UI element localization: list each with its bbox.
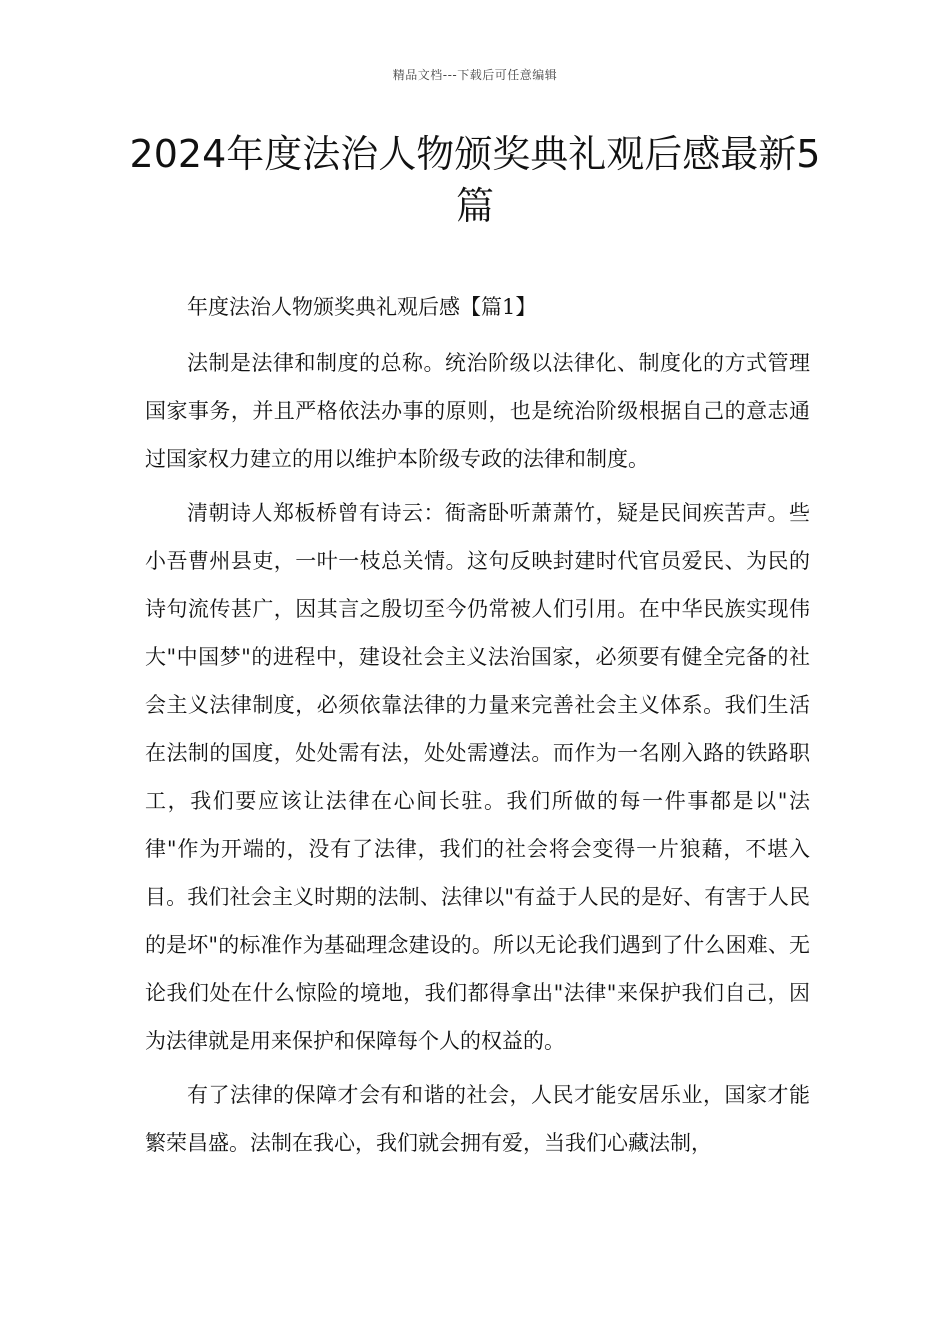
paragraph-3: 有了法律的保障才会有和谐的社会，人民才能安居乐业，国家才能繁荣昌盛。法制在我心，我们就会拥有爱，当我们心藏法制， [145, 1083, 810, 1155]
document-title: 2024年度法治人物颁奖典礼观后感最新5篇 [129, 132, 821, 228]
header-note: 精品文档---下载后可任意编辑 [392, 68, 558, 82]
section-heading: 年度法治人物颁奖典礼观后感【篇1】 [187, 295, 537, 319]
paragraph-1: 法制是法律和制度的总称。统治阶级以法律化、制度化的方式管理国家事务，并且严格依法办事的原则，也是统治阶级根据自己的意志通过国家权力建立的用以维护本阶级专政的法律和制度。 [145, 351, 810, 471]
paragraph-2: 清朝诗人郑板桥曾有诗云：衙斋卧听萧萧竹，疑是民间疾苦声。些小吾曹州县吏，一叶一枝总关情。这句反映封建时代官员爱民、为民的诗句流传甚广，因其言之殷切至今仍常被人们引用。在中华民族实现伟大"中国梦"的进程中，建设社会主义法治国家，必须要有健全完备的社会主义法律制度，必须依靠法律的力量来完善社会主义体系。我们生活在法制的国度，处处需有法，处处需遵法。而作为一名刚入路的铁路职工，我们要应该让法律在心间长驻。我们所做的每一件事都是以"法律"作为开端的，没有了法律，我们的社会将会变得一片狼藉，不堪入目。我们社会主义时期的法制、法律以"有益于人民的是好、有害于人民的是坏"的标准作为基础理念建设的。所以无论我们遇到了什么困难、无论我们处在什么惊险的境地，我们都得拿出"法律"来保护我们自己，因为法律就是用来保护和保障每个人的权益的。 [145, 501, 810, 1053]
document-body [145, 283, 810, 1167]
